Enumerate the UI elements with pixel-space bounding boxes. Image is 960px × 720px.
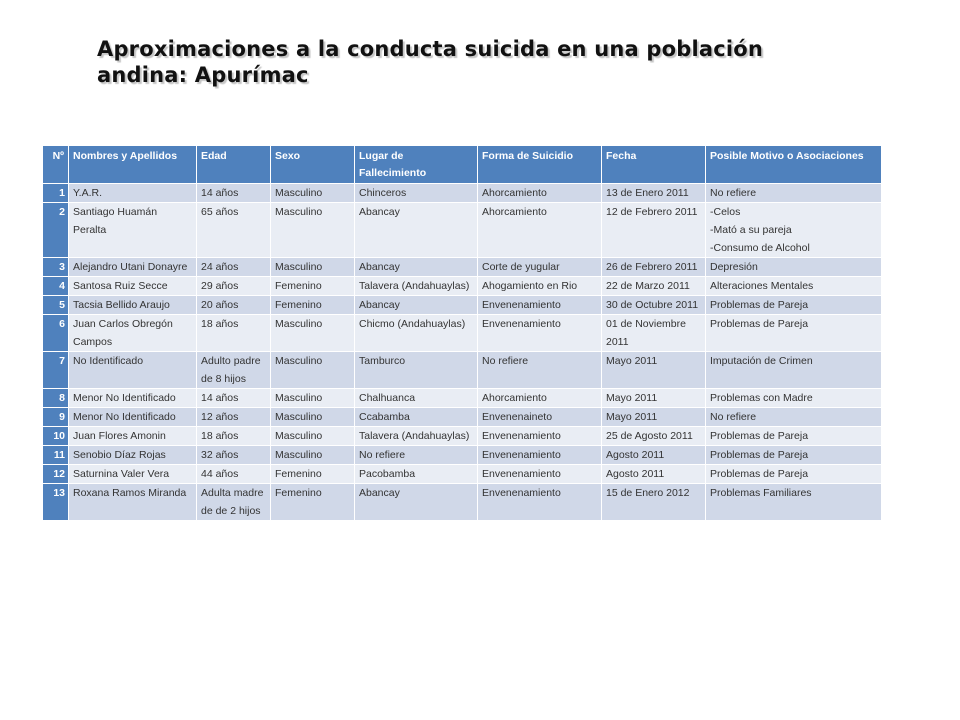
table-row bbox=[43, 465, 882, 484]
cell-sex: Masculino bbox=[271, 352, 355, 389]
cell-date: Agosto 2011 bbox=[602, 465, 706, 484]
cell-place: Abancay bbox=[355, 258, 478, 277]
cell-method: Envenenamiento bbox=[478, 315, 602, 352]
table-row bbox=[43, 258, 882, 277]
cell-num: 5 bbox=[43, 296, 69, 315]
cell-sex: Femenino bbox=[271, 277, 355, 296]
cell-name: Tacsia Bellido Araujo bbox=[69, 296, 197, 315]
motive-line: -Celos bbox=[710, 206, 741, 218]
cell-age: Adulto padre de 8 hijos bbox=[197, 352, 271, 389]
header-age: Edad bbox=[197, 146, 271, 184]
cell-date: 13 de Enero 2011 bbox=[602, 184, 706, 203]
cell-place: Talavera (Andahuaylas) bbox=[355, 277, 478, 296]
cell-num: 2 bbox=[43, 203, 69, 258]
table-row bbox=[43, 315, 882, 352]
cell-sex: Masculino bbox=[271, 408, 355, 427]
cell-motive bbox=[706, 446, 882, 465]
cell-sex: Masculino bbox=[271, 446, 355, 465]
cell-sex: Masculino bbox=[271, 184, 355, 203]
cell-age: 20 años bbox=[197, 296, 271, 315]
cell-place: No refiere bbox=[355, 446, 478, 465]
cell-date: Mayo 2011 bbox=[602, 389, 706, 408]
cell-date: 22 de Marzo 2011 bbox=[602, 277, 706, 296]
cell-date: 30 de Octubre 2011 bbox=[602, 296, 706, 315]
cell-date: 12 de Febrero 2011 bbox=[602, 203, 706, 258]
motive-line: Problemas de Pareja bbox=[710, 430, 809, 442]
table-row bbox=[43, 296, 882, 315]
cell-motive bbox=[706, 277, 882, 296]
motive-line: No refiere bbox=[710, 411, 757, 423]
cases-table bbox=[42, 145, 882, 521]
cell-name: Santiago Huamán Peralta bbox=[69, 203, 197, 258]
cell-name: Y.A.R. bbox=[69, 184, 197, 203]
cell-num: 11 bbox=[43, 446, 69, 465]
cell-date: Agosto 2011 bbox=[602, 446, 706, 465]
cell-age: 44 años bbox=[197, 465, 271, 484]
cell-sex: Masculino bbox=[271, 427, 355, 446]
table-row bbox=[43, 352, 882, 389]
table-row bbox=[43, 484, 882, 521]
cell-num: 7 bbox=[43, 352, 69, 389]
cell-motive bbox=[706, 315, 882, 352]
cell-motive bbox=[706, 484, 882, 521]
cell-place: Abancay bbox=[355, 296, 478, 315]
motive-line: Problemas de Pareja bbox=[710, 449, 809, 461]
cell-num: 1 bbox=[43, 184, 69, 203]
cell-motive bbox=[706, 427, 882, 446]
motive-line: Problemas de Pareja bbox=[710, 468, 809, 480]
header-place: Lugar de Fallecimiento bbox=[355, 146, 478, 184]
motive-line: No refiere bbox=[710, 187, 757, 199]
cell-method: Envenenamiento bbox=[478, 484, 602, 521]
cell-place: Abancay bbox=[355, 203, 478, 258]
header-sex: Sexo bbox=[271, 146, 355, 184]
header-num: Nº bbox=[43, 146, 69, 184]
motive-line: Imputación de Crimen bbox=[710, 355, 813, 367]
cell-age: 32 años bbox=[197, 446, 271, 465]
cell-name: Juan Carlos Obregón Campos bbox=[69, 315, 197, 352]
cell-method: Ahorcamiento bbox=[478, 184, 602, 203]
cell-sex: Masculino bbox=[271, 315, 355, 352]
cell-name: Alejandro Utani Donayre bbox=[69, 258, 197, 277]
cell-age: 18 años bbox=[197, 427, 271, 446]
cell-motive bbox=[706, 184, 882, 203]
cell-motive bbox=[706, 465, 882, 484]
cell-place: Talavera (Andahuaylas) bbox=[355, 427, 478, 446]
cell-num: 13 bbox=[43, 484, 69, 521]
cell-age: 24 años bbox=[197, 258, 271, 277]
table-header-row bbox=[43, 146, 882, 184]
cell-num: 4 bbox=[43, 277, 69, 296]
cell-age: 14 años bbox=[197, 389, 271, 408]
motive-line: -Mató a su pareja bbox=[710, 224, 792, 236]
table-row bbox=[43, 203, 882, 258]
cell-age: 65 años bbox=[197, 203, 271, 258]
cell-place: Chicmo (Andahuaylas) bbox=[355, 315, 478, 352]
cell-method: Ahogamiento en Rio bbox=[478, 277, 602, 296]
motive-line: Problemas Familiares bbox=[710, 487, 812, 499]
cell-method: Corte de yugular bbox=[478, 258, 602, 277]
table-row bbox=[43, 408, 882, 427]
cell-place: Chinceros bbox=[355, 184, 478, 203]
cell-num: 12 bbox=[43, 465, 69, 484]
cell-method: No refiere bbox=[478, 352, 602, 389]
table-row bbox=[43, 389, 882, 408]
cell-name: Juan Flores Amonin bbox=[69, 427, 197, 446]
cell-name: Menor No Identificado bbox=[69, 408, 197, 427]
cell-age: 29 años bbox=[197, 277, 271, 296]
cell-sex: Masculino bbox=[271, 389, 355, 408]
table-row bbox=[43, 446, 882, 465]
cell-place: Tamburco bbox=[355, 352, 478, 389]
cell-method: Envenenaineto bbox=[478, 408, 602, 427]
cell-date: Mayo 2011 bbox=[602, 408, 706, 427]
cell-place: Abancay bbox=[355, 484, 478, 521]
cell-date: 25 de Agosto 2011 bbox=[602, 427, 706, 446]
motive-line: Problemas de Pareja bbox=[710, 318, 809, 330]
cell-date: 15 de Enero 2012 bbox=[602, 484, 706, 521]
motive-line: Problemas de Pareja bbox=[710, 299, 809, 311]
cell-motive bbox=[706, 352, 882, 389]
cell-method: Envenenamiento bbox=[478, 296, 602, 315]
cell-motive bbox=[706, 408, 882, 427]
cell-name: Roxana Ramos Miranda bbox=[69, 484, 197, 521]
cell-place: Pacobamba bbox=[355, 465, 478, 484]
cell-method: Ahorcamiento bbox=[478, 203, 602, 258]
cell-motive bbox=[706, 258, 882, 277]
table-row bbox=[43, 184, 882, 203]
motive-line: Problemas con Madre bbox=[710, 392, 813, 404]
cell-name: Saturnina Valer Vera bbox=[69, 465, 197, 484]
table-row bbox=[43, 277, 882, 296]
cell-name: Menor No Identificado bbox=[69, 389, 197, 408]
cell-age: 12 años bbox=[197, 408, 271, 427]
cell-age: 18 años bbox=[197, 315, 271, 352]
cell-sex: Femenino bbox=[271, 296, 355, 315]
cell-date: 01 de Noviembre 2011 bbox=[602, 315, 706, 352]
cell-sex: Masculino bbox=[271, 203, 355, 258]
cell-name: Santosa Ruiz Secce bbox=[69, 277, 197, 296]
cell-place: Ccabamba bbox=[355, 408, 478, 427]
cell-age: Adulta madre de de 2 hijos bbox=[197, 484, 271, 521]
cell-date: Mayo 2011 bbox=[602, 352, 706, 389]
cell-motive bbox=[706, 203, 882, 258]
cell-sex: Femenino bbox=[271, 465, 355, 484]
header-method: Forma de Suicidio bbox=[478, 146, 602, 184]
cell-motive bbox=[706, 296, 882, 315]
header-date: Fecha bbox=[602, 146, 706, 184]
cell-method: Envenenamiento bbox=[478, 446, 602, 465]
table-body bbox=[43, 184, 882, 521]
cell-age: 14 años bbox=[197, 184, 271, 203]
cell-sex: Masculino bbox=[271, 258, 355, 277]
cell-motive bbox=[706, 389, 882, 408]
cell-num: 6 bbox=[43, 315, 69, 352]
motive-line: Depresión bbox=[710, 261, 758, 273]
cell-num: 9 bbox=[43, 408, 69, 427]
cell-sex: Femenino bbox=[271, 484, 355, 521]
cell-num: 3 bbox=[43, 258, 69, 277]
cell-num: 8 bbox=[43, 389, 69, 408]
cell-num: 10 bbox=[43, 427, 69, 446]
cell-method: Envenenamiento bbox=[478, 427, 602, 446]
cell-name: Senobio Díaz Rojas bbox=[69, 446, 197, 465]
header-motive: Posible Motivo o Asociaciones bbox=[706, 146, 882, 184]
table-row bbox=[43, 427, 882, 446]
slide-title: Aproximaciones a la conducta suicida en una población andina: Apurímac bbox=[97, 37, 764, 87]
cell-method: Envenenamiento bbox=[478, 465, 602, 484]
motive-line: -Consumo de Alcohol bbox=[710, 242, 810, 254]
cell-method: Ahorcamiento bbox=[478, 389, 602, 408]
header-name: Nombres y Apellidos bbox=[69, 146, 197, 184]
cell-place: Chalhuanca bbox=[355, 389, 478, 408]
motive-line: Alteraciones Mentales bbox=[710, 280, 814, 292]
cell-name: No Identificado bbox=[69, 352, 197, 389]
cell-date: 26 de Febrero 2011 bbox=[602, 258, 706, 277]
